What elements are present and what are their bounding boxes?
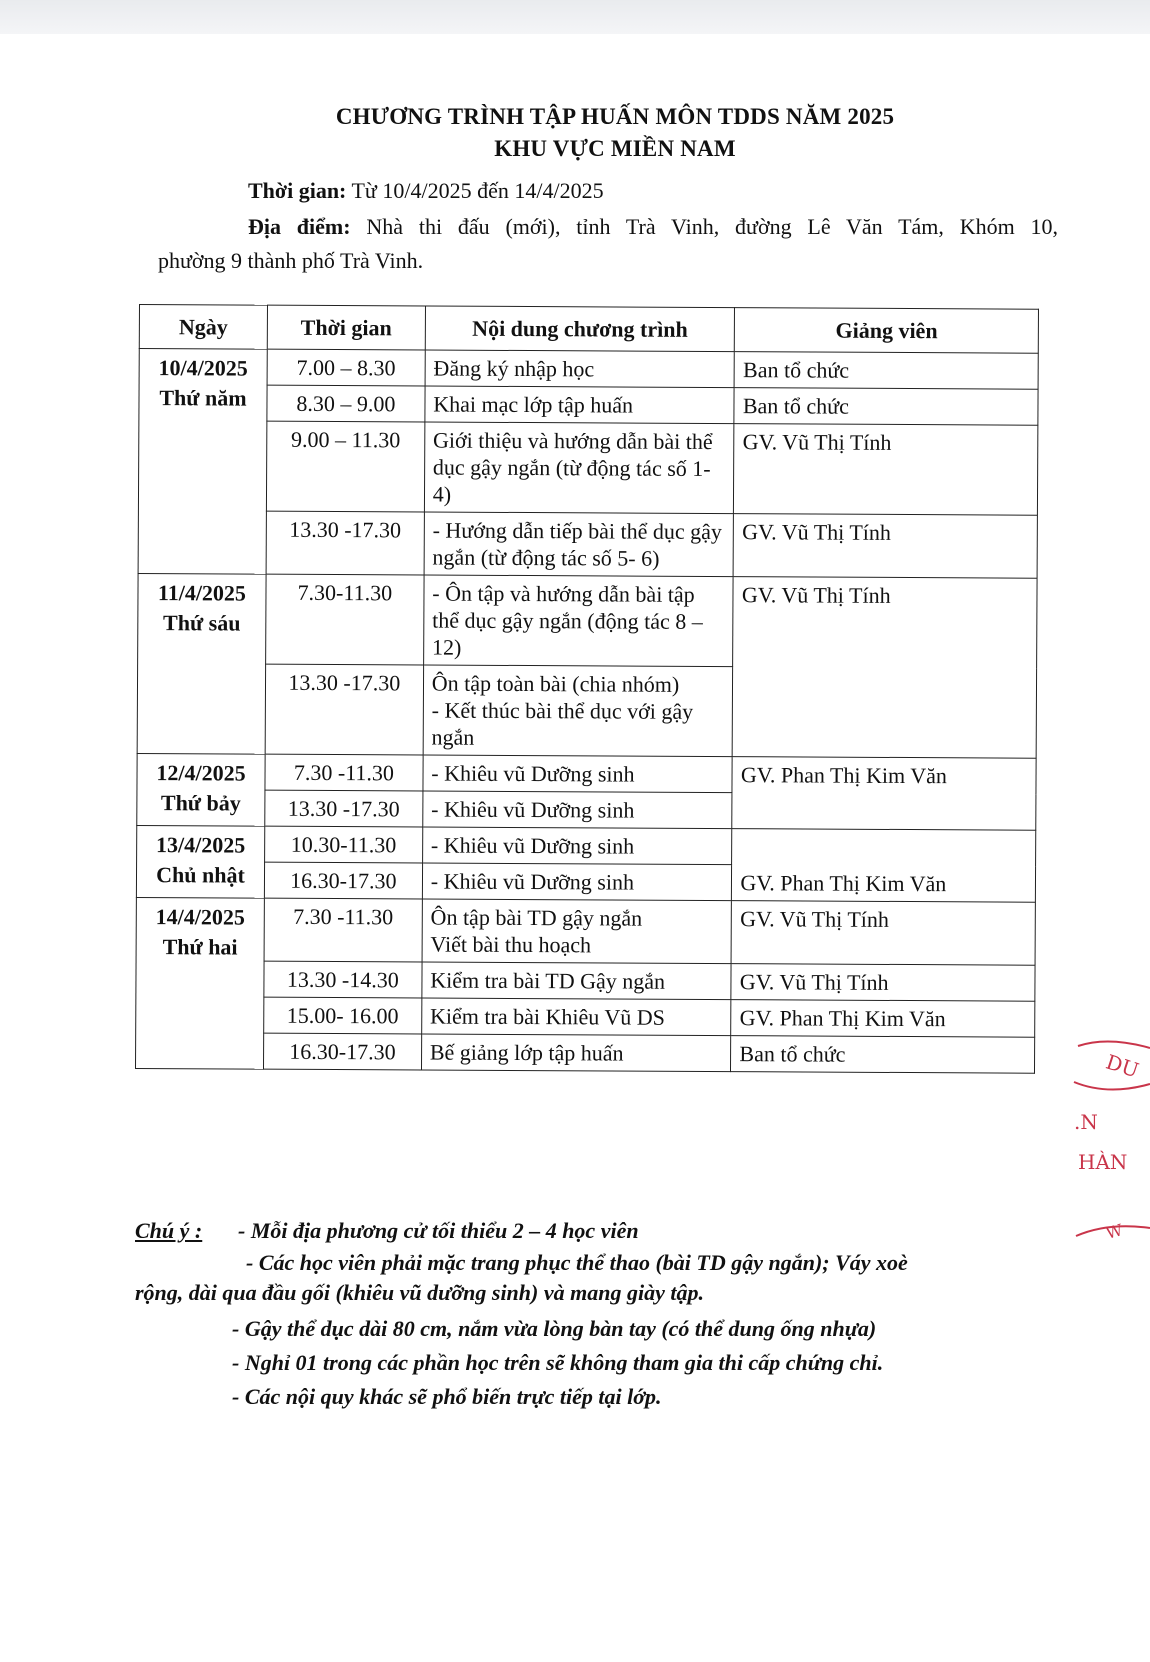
time-cell: 7.00 – 8.30 bbox=[267, 349, 425, 386]
lecturer-cell: GV. Phan Thị Kim Văn bbox=[731, 1000, 1035, 1038]
table-row bbox=[139, 349, 1038, 390]
stamp-fragment: HÀN bbox=[1078, 1150, 1128, 1174]
time-cell: 10.30-11.30 bbox=[265, 826, 423, 863]
time-cell: 7.30-11.30 bbox=[266, 574, 424, 665]
content-cell: - Khiêu vũ Dưỡng sinh bbox=[423, 755, 733, 793]
scan-top-band bbox=[0, 0, 1150, 34]
content-line: - Kết thúc bài thể dục với gậy ngắn bbox=[431, 697, 694, 750]
content-cell bbox=[422, 899, 732, 964]
day-cell bbox=[137, 573, 266, 754]
document-subtitle: KHU VỰC MIỀN NAM bbox=[494, 136, 736, 161]
time-cell: 13.30 -17.30 bbox=[265, 790, 423, 827]
header-day: Ngày bbox=[139, 305, 267, 350]
red-seal-stamp bbox=[1068, 1036, 1150, 1266]
day-cell bbox=[136, 825, 264, 898]
note-item: - Các nội quy khác sẽ phổ biến trực tiếp tại lớp. bbox=[232, 1384, 662, 1409]
day-weekday: Chủ nhật bbox=[156, 862, 245, 888]
day-date: 10/4/2025 bbox=[158, 355, 248, 381]
header-time: Thời gian bbox=[267, 305, 425, 350]
place-value: Nhà thi đấu (mới), tỉnh Trà Vinh, đường Lê Văn Tám, Khóm 10, bbox=[350, 214, 1059, 239]
table-row bbox=[138, 421, 1037, 516]
time-cell: 13.30 -14.30 bbox=[264, 961, 422, 998]
table-row bbox=[136, 960, 1035, 1001]
time-cell: 16.30-17.30 bbox=[264, 862, 422, 899]
lecturer-cell: GV. Phan Thị Kim Văn bbox=[732, 829, 1036, 903]
table-row bbox=[137, 825, 1036, 866]
time-label: Thời gian: bbox=[248, 178, 347, 203]
day-date: 13/4/2025 bbox=[155, 832, 246, 858]
time-cell: 8.30 – 9.00 bbox=[267, 385, 425, 422]
content-cell: - Khiêu vũ Dưỡng sinh bbox=[423, 791, 733, 829]
time-cell: 16.30-17.30 bbox=[263, 1033, 421, 1070]
day-date: 12/4/2025 bbox=[156, 760, 246, 786]
lecturer-cell: GV. Vũ Thị Tính bbox=[733, 514, 1037, 579]
content-line: Ôn tập bài TD gậy ngắn bbox=[430, 904, 643, 931]
content-line: Ôn tập toàn bài (chia nhóm) bbox=[431, 670, 680, 697]
day-cell bbox=[135, 897, 264, 1069]
day-weekday: Thứ năm bbox=[159, 385, 247, 411]
time-info bbox=[248, 178, 604, 204]
content-cell: - Khiêu vũ Dưỡng sinh bbox=[422, 863, 732, 901]
day-weekday: Thứ bảy bbox=[160, 790, 241, 816]
time-cell: 13.30 -17.30 bbox=[265, 664, 423, 755]
lecturer-cell: GV. Vũ Thị Tính bbox=[734, 424, 1038, 516]
lecturer-cell: Ban tổ chức bbox=[731, 1036, 1035, 1074]
day-date: 11/4/2025 bbox=[157, 580, 247, 606]
day-date: 14/4/2025 bbox=[155, 904, 245, 930]
content-cell: Bế giảng lớp tập huấn bbox=[421, 1034, 731, 1072]
content-cell bbox=[423, 665, 733, 757]
content-line: Viết bài thu hoạch bbox=[430, 931, 592, 958]
note-item: - Mỗi địa phương cử tối thiểu 2 – 4 học viên bbox=[238, 1218, 639, 1243]
time-cell: 13.30 -17.30 bbox=[266, 511, 424, 575]
content-cell: Đăng ký nhập học bbox=[425, 350, 735, 388]
lecturer-cell: GV. Vũ Thị Tính bbox=[731, 901, 1035, 966]
notes-label bbox=[135, 1218, 224, 1244]
day-weekday: Thứ sáu bbox=[163, 610, 241, 636]
note-item-continued: rộng, dài qua đầu gối (khiêu vũ dưỡng sinh) và mang giày tập. bbox=[135, 1280, 704, 1305]
table-row bbox=[139, 385, 1038, 426]
table-row bbox=[136, 996, 1035, 1037]
table-row bbox=[135, 1032, 1034, 1073]
header-lecturer: Giảng viên bbox=[735, 308, 1039, 354]
table-row bbox=[138, 573, 1037, 668]
content-cell: - Khiêu vũ Dưỡng sinh bbox=[422, 827, 732, 865]
stamp-fragment: DU bbox=[1103, 1049, 1142, 1083]
time-cell: 7.30 -11.30 bbox=[265, 754, 423, 791]
time-value: Từ 10/4/2025 đến 14/4/2025 bbox=[346, 178, 604, 203]
content-cell: - Hướng dẫn tiếp bài thể dục gậy ngắn (từ động tác số 5- 6) bbox=[424, 512, 734, 577]
content-cell: Giới thiệu và hướng dẫn bài thể dục gậy ngắn (từ động tác số 1- 4) bbox=[424, 422, 734, 514]
note-item: - Nghỉ 01 trong các phần học trên sẽ không tham gia thi cấp chứng chỉ. bbox=[232, 1350, 884, 1375]
schedule-table bbox=[135, 304, 1039, 1074]
stamp-fragment: .N bbox=[1074, 1110, 1098, 1134]
place-info-continued: phường 9 thành phố Trà Vinh. bbox=[158, 248, 424, 273]
note-item: - Các học viên phải mặc trang phục thể thao (bài TD gậy ngắn); Váy xoè bbox=[246, 1250, 908, 1275]
lecturer-cell: GV. Vũ Thị Tính bbox=[731, 964, 1035, 1002]
time-cell: 7.30 -11.30 bbox=[264, 898, 422, 962]
time-cell: 9.00 – 11.30 bbox=[266, 421, 424, 512]
place-label: Địa điểm: bbox=[248, 214, 351, 239]
content-cell: Kiểm tra bài TD Gậy ngắn bbox=[422, 962, 732, 1000]
day-weekday: Thứ hai bbox=[162, 934, 238, 960]
content-cell: Khai mạc lớp tập huấn bbox=[425, 386, 735, 424]
table-row bbox=[137, 753, 1036, 794]
header-content: Nội dung chương trình bbox=[425, 306, 735, 352]
time-cell: 15.00- 16.00 bbox=[264, 997, 422, 1034]
place-info bbox=[248, 214, 1058, 240]
day-cell bbox=[137, 753, 265, 826]
stamp-fragment: W bbox=[1103, 1220, 1125, 1243]
table-row bbox=[138, 510, 1037, 578]
lecturer-cell: Ban tổ chức bbox=[734, 352, 1038, 390]
lecturer-cell: GV. Vũ Thị Tính bbox=[733, 577, 1038, 759]
document-title: CHƯƠNG TRÌNH TẬP HUẤN MÔN TDDS NĂM 2025 bbox=[335, 104, 895, 129]
day-cell bbox=[138, 349, 267, 575]
content-cell: Kiểm tra bài Khiêu Vũ DS bbox=[421, 998, 731, 1036]
lecturer-cell: Ban tổ chức bbox=[734, 388, 1038, 426]
note-item: - Gậy thể dục dài 80 cm, nắm vừa lòng bàn tay (có thể dung ống nhựa) bbox=[232, 1316, 877, 1341]
content-cell: - Ôn tập và hướng dẫn bài tập thể dục gậy ngắn (động tác 8 – 12) bbox=[423, 575, 733, 667]
lecturer-cell: GV. Phan Thị Kim Văn bbox=[732, 757, 1036, 831]
table-row bbox=[136, 897, 1035, 965]
table-header-row bbox=[139, 305, 1038, 354]
notes-label-text: Chú ý : bbox=[135, 1218, 203, 1243]
